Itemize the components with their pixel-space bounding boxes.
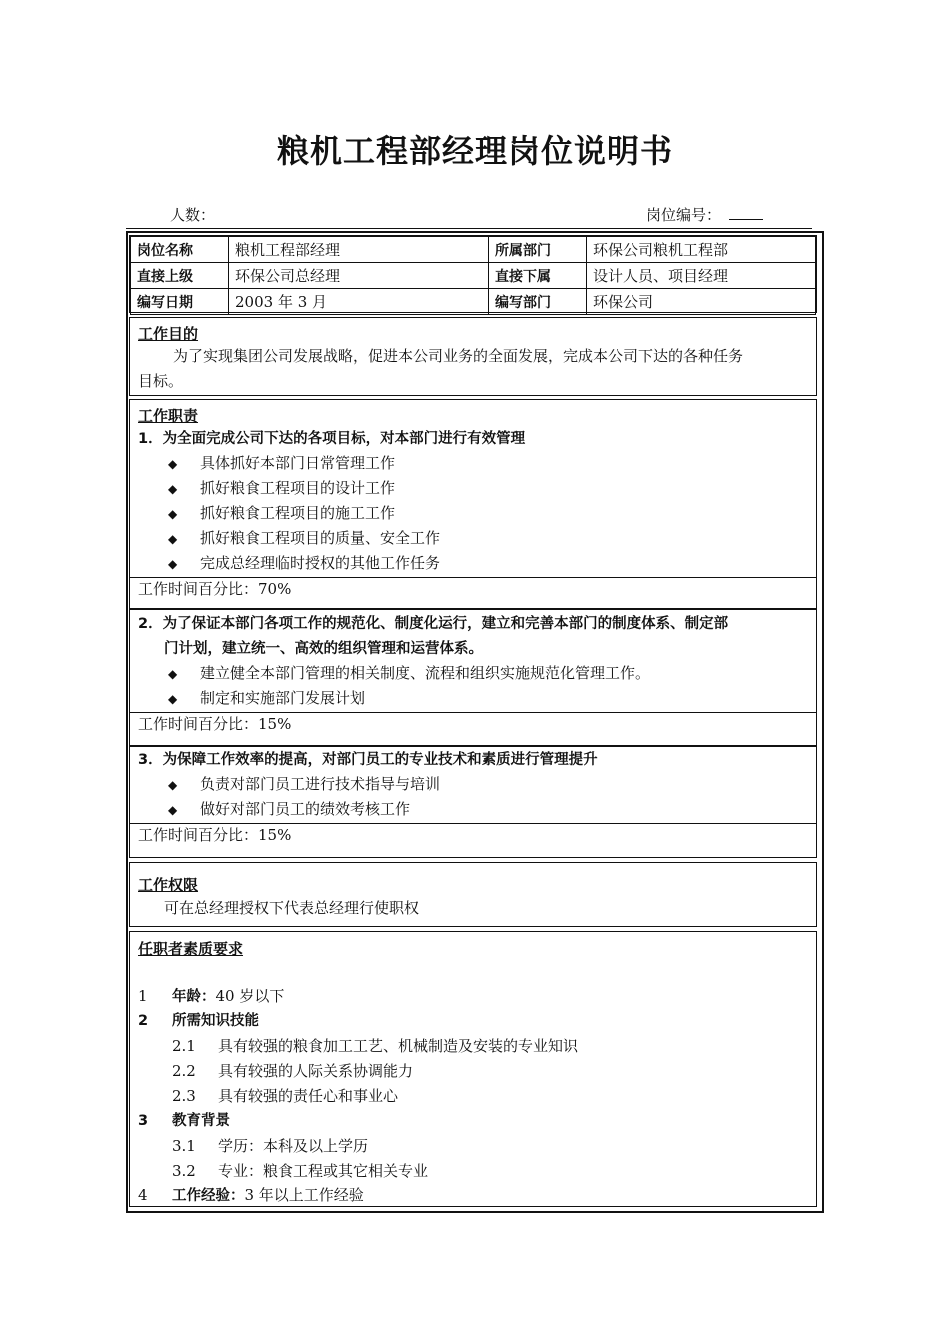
diamond-bullet-icon: ◆ [168, 507, 178, 521]
experience-value: 3 年以上工作经验 [244, 1186, 364, 1204]
list-item-text: 做好对部门员工的绩效考核工作 [200, 800, 411, 818]
experience-label: 工作经验： [172, 1188, 245, 1204]
authority-heading: 工作权限 [138, 876, 199, 894]
list-item-text: 完成总经理临时授权的其他工作任务 [200, 554, 441, 572]
purpose-line-1: 为了实现集团公司发展战略，促进本公司业务的全面发展，完成本公司下达的各种任务 [173, 347, 744, 365]
list-item [168, 661, 650, 687]
diamond-bullet-icon: ◆ [168, 557, 178, 571]
requirement-education [138, 1109, 810, 1134]
purpose-heading: 工作目的 [138, 325, 199, 343]
headcount-label: 人数： [170, 206, 216, 224]
list-item [172, 1034, 810, 1059]
list-item-text: 学历：本科及以上学历 [218, 1137, 369, 1155]
item-number: 4 [138, 1186, 148, 1204]
requirements-section [129, 931, 817, 1207]
value-written-department: 环保公司 [587, 289, 816, 315]
diamond-bullet-icon: ◆ [168, 692, 178, 706]
duties-heading: 工作职责 [138, 407, 199, 425]
diamond-bullet-icon: ◆ [168, 532, 178, 546]
value-written-date: 2003 年 3 月 [229, 289, 489, 315]
table-row [131, 263, 816, 289]
item-number: 3.2 [172, 1162, 196, 1180]
requirement-experience [138, 1183, 810, 1209]
education-label: 教育背景 [172, 1113, 230, 1129]
list-item [168, 476, 395, 502]
info-table [129, 235, 817, 313]
duty-2-percent: 工作时间百分比：15% [138, 715, 292, 733]
divider [130, 608, 816, 610]
list-item [168, 551, 440, 577]
list-item [168, 686, 365, 712]
list-item [168, 451, 395, 477]
age-value: 40 岁以下 [215, 987, 285, 1005]
list-item [172, 1134, 810, 1159]
label-position-name: 岗位名称 [131, 237, 229, 263]
list-item-text: 具有较强的粮食加工工艺、机械制造及安装的专业知识 [218, 1037, 579, 1055]
requirement-knowledge [138, 1009, 810, 1034]
list-item-text: 具有较强的人际关系协调能力 [218, 1062, 414, 1080]
list-item-text: 负责对部门员工进行技术指导与培训 [200, 775, 441, 793]
header-rule [126, 228, 812, 229]
list-item-text: 抓好粮食工程项目的质量、安全工作 [200, 529, 441, 547]
page-title: 粮机工程部经理岗位说明书 [276, 132, 673, 170]
diamond-bullet-icon: ◆ [168, 457, 178, 471]
duty-3-title: 3．为保障工作效率的提高，对部门员工的专业技术和素质进行管理提升 [138, 752, 598, 768]
item-number: 1 [138, 987, 148, 1005]
duty-1-title: 1．为全面完成公司下达的各项目标，对本部门进行有效管理 [138, 431, 526, 447]
item-number: 3.1 [172, 1137, 196, 1155]
purpose-line-2: 目标。 [138, 372, 184, 390]
value-direct-superior: 环保公司总经理 [229, 263, 489, 289]
position-code [646, 204, 763, 225]
list-item [172, 1159, 810, 1184]
duty-1-percent: 工作时间百分比：70% [138, 580, 292, 598]
item-number: 2.3 [172, 1087, 196, 1105]
age-label: 年龄： [172, 989, 216, 1005]
list-item-text: 制定和实施部门发展计划 [200, 689, 366, 707]
list-item [172, 1084, 810, 1109]
duty-3-percent: 工作时间百分比：15% [138, 826, 292, 844]
list-item [168, 772, 440, 798]
label-written-department: 编写部门 [489, 289, 587, 315]
position-code-blank [729, 205, 763, 220]
list-item-text: 具有较强的责任心和事业心 [218, 1087, 399, 1105]
list-item [172, 1059, 810, 1084]
duties-section [129, 399, 817, 858]
list-item [168, 797, 410, 823]
duty-2-title-line-2: 门计划，建立统一、高效的组织管理和运营体系。 [164, 641, 483, 657]
diamond-bullet-icon: ◆ [168, 803, 178, 817]
table-row [131, 289, 816, 315]
list-item-text: 具体抓好本部门日常管理工作 [200, 454, 396, 472]
list-item-text: 建立健全本部门管理的相关制度、流程和组织实施规范化管理工作。 [200, 664, 651, 682]
list-item-text: 抓好粮食工程项目的施工工作 [200, 504, 396, 522]
table-row [131, 237, 816, 263]
item-number: 2.1 [172, 1037, 196, 1055]
diamond-bullet-icon: ◆ [168, 667, 178, 681]
position-code-label: 岗位编号： [646, 206, 722, 224]
diamond-bullet-icon: ◆ [168, 482, 178, 496]
divider [130, 745, 816, 747]
authority-section [129, 862, 817, 927]
list-item-text: 专业：粮食工程或其它相关专业 [218, 1162, 429, 1180]
item-number: 2 [138, 1013, 149, 1029]
label-direct-superior: 直接上级 [131, 263, 229, 289]
label-department: 所属部门 [489, 237, 587, 263]
item-number: 2.2 [172, 1062, 196, 1080]
item-number: 3 [138, 1113, 149, 1129]
requirement-age [138, 984, 810, 1010]
authority-text: 可在总经理授权下代表总经理行使职权 [164, 899, 420, 917]
list-item-text: 抓好粮食工程项目的设计工作 [200, 479, 396, 497]
value-department: 环保公司粮机工程部 [587, 237, 816, 263]
duty-2-title-line-1: 2．为了保证本部门各项工作的规范化、制度化运行，建立和完善本部门的制度体系、制定部 [138, 616, 729, 632]
value-direct-subordinates: 设计人员、项目经理 [587, 263, 816, 289]
purpose-section [129, 317, 817, 396]
label-direct-subordinates: 直接下属 [489, 263, 587, 289]
list-item [168, 501, 395, 527]
diamond-bullet-icon: ◆ [168, 778, 178, 792]
value-position-name: 粮机工程部经理 [229, 237, 489, 263]
requirements-heading: 任职者素质要求 [138, 940, 244, 958]
list-item [168, 526, 440, 552]
knowledge-label: 所需知识技能 [172, 1013, 259, 1029]
label-written-date: 编写日期 [131, 289, 229, 315]
